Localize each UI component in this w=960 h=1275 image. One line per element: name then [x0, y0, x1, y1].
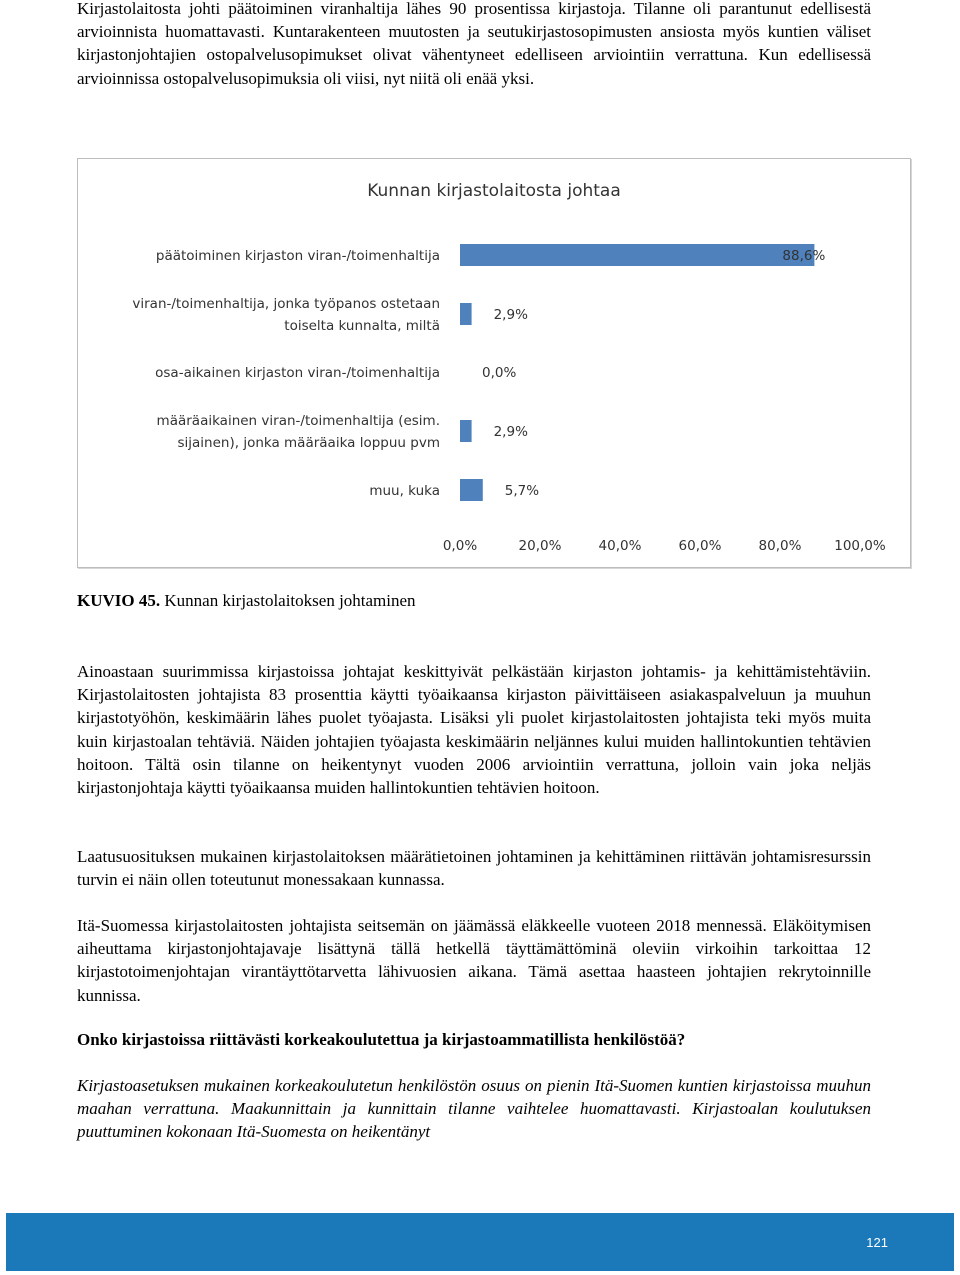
bar — [460, 479, 483, 501]
data-label: 0,0% — [482, 365, 517, 381]
category-label: sijainen), jonka määräaika loppuu pvm — [177, 435, 440, 451]
category-label: toiselta kunnalta, miltä — [284, 318, 440, 334]
category-label: muu, kuka — [369, 483, 440, 499]
category-label: päätoiminen kirjaston viran-/toimenhaltija — [155, 248, 440, 264]
data-label: 2,9% — [493, 424, 528, 440]
x-tick-label: 40,0% — [598, 538, 642, 554]
bar-chart — [78, 159, 910, 567]
figure-caption — [77, 591, 416, 611]
bar — [460, 244, 814, 266]
intro-paragraph: Kirjastolaitosta johti päätoiminen viranhaltija lähes 90 prosentissa kirjastoja. Tilanne oli parantunut edellisestä arvioinnista huomattavasti. Kuntarakenteen muutosten ja seutukirjastosopimusten ansiosta myös kuntien väliset kirjastonjohtajien ostopalvelusopimukset olivat vähentyneet edelliseen arviointiin verrattuna. Kun edellisessä arvioinnissa ostopalvelusopimuksia oli viisi, nyt niitä oli enää yksi. — [77, 0, 871, 88]
chart-container — [77, 158, 911, 568]
figure-caption-text: Kunnan kirjastolaitoksen johtaminen — [164, 591, 416, 610]
x-tick-label: 60,0% — [678, 538, 722, 554]
paragraph-johtajat: Ainoastaan suurimmissa kirjastoissa johtajat keskittyivät pelkästään kirjaston johtamis- ja kehittämistehtäviin. Kirjastolaitosten johtajista 83 prosenttia käytti työaikaansa kirjaston päivittäiseen asiakaspalveluun ja muuhun kirjastotyöhön, keskimäärin lähes puolet työajasta. Lisäksi yli puolet kirjastolaitosten johtajista teki myös muita kuin kirjastoalan tehtäviä. Näiden johtajien työajasta keskimäärin neljännes kului muiden hallintokuntien tehtävien hoitoon. Tältä osin tilanne on heikentynyt vuoden 2006 arviointiin verrattuna, jolloin vain joka neljäs kirjastonjohtaja käytti työaikaansa muiden hallintokuntien tehtävien hoitoon. — [77, 662, 871, 798]
bar — [460, 303, 472, 325]
x-tick-label: 100,0% — [834, 538, 886, 554]
x-tick-label: 80,0% — [758, 538, 802, 554]
data-label: 5,7% — [504, 483, 540, 499]
x-tick-label: 20,0% — [518, 538, 562, 554]
category-label: viran-/toimenhaltija, jonka työpanos ostetaan — [132, 296, 440, 312]
page-number: 121 — [866, 1235, 888, 1250]
data-label: 88,6% — [782, 248, 826, 264]
category-label: määräaikainen viran-/toimenhaltija (esim. — [156, 413, 440, 429]
x-tick-label: 0,0% — [442, 538, 478, 554]
paragraph-laatusuositus: Laatusuosituksen mukainen kirjastolaitoksen määrätietoinen johtaminen ja kehittäminen riittävän johtamisresurssin turvin ei näin ollen toteutunut monessakaan kunnassa. — [77, 847, 871, 890]
section-heading: Onko kirjastoissa riittävästi korkeakoulutettua ja kirjastoammatillista henkilöstöä? — [77, 1030, 686, 1049]
category-label: osa-aikainen kirjaston viran-/toimenhaltija — [155, 365, 440, 381]
figure-caption-label: KUVIO 45. — [77, 591, 161, 610]
footer-band — [6, 1213, 954, 1271]
bar — [460, 420, 472, 442]
paragraph-elakkeelle: Itä-Suomessa kirjastolaitosten johtajista seitsemän on jäämässä eläkkeelle vuoteen 2018 mennessä. Eläköitymisen aiheuttama kirjastonjohtajavaje lisättynä tällä hetkellä täyttämättöminä oleviin virkoihin tarkoittaa 12 kirjastotoimenjohtajan virantäyttötarvetta lähivuosien aikana. Tämä asettaa haasteen johtajien rekrytoinnille kunnissa. — [77, 916, 871, 1005]
data-label: 2,9% — [493, 307, 528, 323]
chart-title: Kunnan kirjastolaitosta johtaa — [367, 181, 621, 201]
paragraph-korkeakoulutettu: Kirjastoasetuksen mukainen korkeakoulutetun henkilöstön osuus on pienin Itä-Suomen kuntien kirjastoissa muuhun maahan verrattuna. Maakunnittain ja kunnittain tilanne vaihtelee huomattavasti. Kirjastoalan koulutuksen puuttuminen kokonaan Itä-Suomesta on heikentänyt — [77, 1076, 871, 1142]
